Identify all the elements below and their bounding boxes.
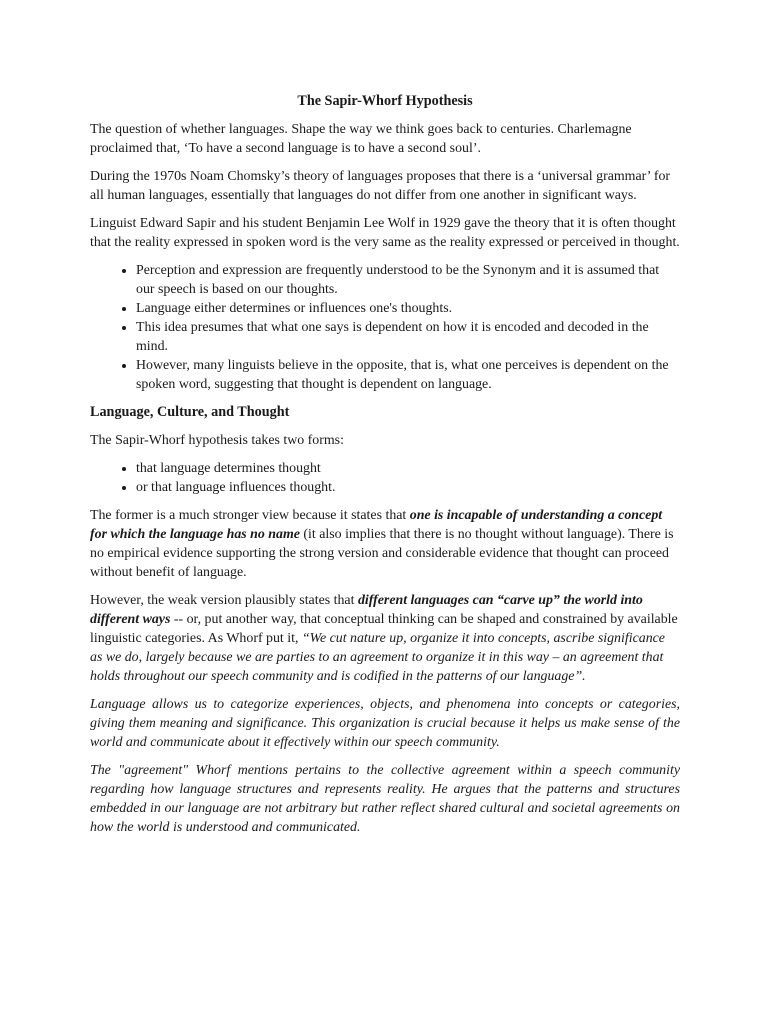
emphasis-weak: different languages can “carve up” the world into different ways <box>90 593 643 627</box>
bullet-list-perception <box>90 261 680 394</box>
paragraph-agreement: The "agreement" Whorf mentions pertains to the collective agreement within a speech community regarding how language structures and represents reality. He argues that the patterns and structures embedded in our language are not arbitrary but rather reflect shared cultural and societal agreements on how the world is understood and communicated. <box>90 763 680 835</box>
paragraph-intro: The question of whether languages. Shape the way we think goes back to centuries. Charlemagne proclaimed that, ‘To have a second language is to have a second soul’. <box>90 122 632 156</box>
bullet-item: • This idea presumes that what one says is dependent on how it is encoded and decoded in the mind. <box>136 318 680 356</box>
document-page <box>90 92 680 846</box>
paragraph-two-forms: The Sapir-Whorf hypothesis takes two forms: <box>90 433 344 448</box>
paragraph-chomsky: During the 1970s Noam Chomsky’s theory of languages proposes that there is a ‘universal grammar’ for all human languages, essentially that languages do not differ from one another in significant ways. <box>90 169 671 203</box>
paragraph-categorize: Language allows us to categorize experiences, objects, and phenomena into concepts or categories, giving them meaning and significance. This organization is crucial because it helps us make sense of the world and communicate about it effectively within our speech community. <box>90 697 680 750</box>
section-heading: Language, Culture, and Thought <box>90 404 290 420</box>
emphasis-strong: one is incapable of understanding a concept for which the language has no name <box>90 508 663 542</box>
paragraph-sapir: Linguist Edward Sapir and his student Benjamin Lee Wolf in 1929 gave the theory that it is often thought that the reality expressed in spoken word is the very same as the reality expressed or perceived in thought. <box>90 216 680 250</box>
paragraph-weak-version: However, the weak version plausibly states that different languages can “carve up” the world into different ways -- or, put another way, that conceptual thinking can be shaped and constrained by available linguistic categories. As Whorf put it, “We cut nature up, organize it into concepts, ascribe significance as we do, largely because we are parties to an agreement to organize it in this way – an agreement that holds throughout our speech community and is codified in the patterns of our language”. <box>90 593 678 684</box>
bullet-item: • Perception and expression are frequently understood to be the Synonym and it is assumed that our speech is based on our thoughts. <box>136 261 680 299</box>
bullet-item: • However, many linguists believe in the opposite, that is, what one perceives is dependent on the spoken word, suggesting that thought is dependent on language. <box>136 356 680 394</box>
bullet-list-forms <box>90 459 680 497</box>
paragraph-strong-version: The former is a much stronger view because it states that one is incapable of understanding a concept for which the language has no name (it also implies that there is no thought without language). There is no empirical evidence supporting the strong version and considerable evidence that thought can proceed without benefit of language. <box>90 508 674 580</box>
bullet-item: • that language determines thought <box>136 459 680 478</box>
bullet-item: • Language either determines or influences one's thoughts. <box>136 299 680 318</box>
whorf-quote: “We cut nature up, organize it into concepts, ascribe significance as we do, largely because we are parties to an agreement to organize it in this way – an agreement that holds throughout our speech community and is codified in the patterns of our language”. <box>90 631 665 684</box>
document-title: The Sapir-Whorf Hypothesis <box>297 93 473 109</box>
bullet-item: • or that language influences thought. <box>136 478 680 497</box>
